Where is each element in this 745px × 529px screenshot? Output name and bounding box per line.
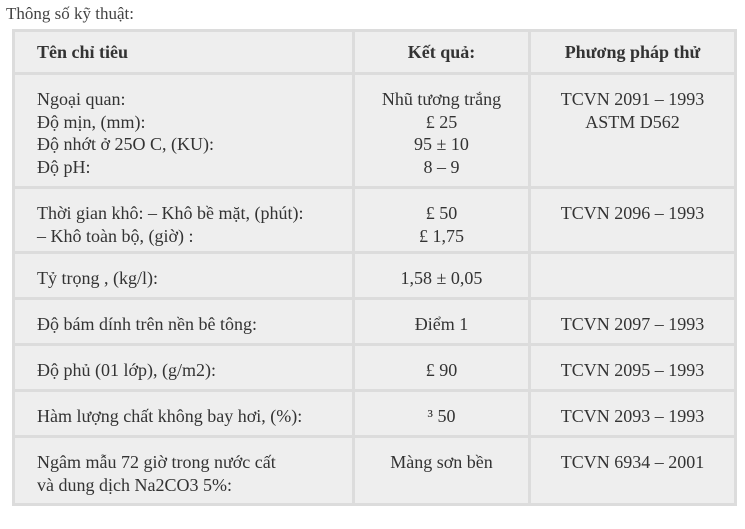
table-row	[15, 392, 734, 435]
result-cell-line: 1,58 ± 0,05	[400, 268, 483, 288]
result-cell	[355, 189, 528, 251]
method-cell	[531, 346, 734, 389]
method-cell	[531, 438, 734, 503]
table-row	[15, 438, 734, 503]
method-cell	[531, 300, 734, 343]
criteria-cell	[15, 75, 352, 186]
result-cell-line: 8 – 9	[423, 156, 460, 177]
criteria-cell-line: Tỷ trọng , (kg/l):	[37, 268, 158, 288]
criteria-cell-line: Độ phủ (01 lớp), (g/m2):	[37, 360, 216, 380]
result-cell-line: 95 ± 10	[414, 134, 469, 154]
result-cell	[355, 300, 528, 343]
result-cell	[355, 438, 528, 503]
criteria-cell-line: Độ nhớt ở 25O C, (KU):	[37, 134, 215, 154]
method-cell-line: TCVN 2097 – 1993	[560, 314, 705, 334]
result-cell-line: Điểm 1	[414, 314, 469, 334]
criteria-cell	[15, 392, 352, 435]
table-row	[15, 254, 734, 297]
method-cell-line: ASTM D562	[585, 111, 680, 132]
method-cell-line: TCVN 6934 – 2001	[560, 452, 705, 472]
result-cell	[355, 75, 528, 186]
result-cell-line: ³ 50	[427, 406, 456, 426]
table-header-row	[15, 32, 734, 72]
table-row	[15, 300, 734, 343]
result-cell-line: Nhũ tương trắng	[381, 89, 502, 109]
criteria-cell-line: – Khô toàn bộ, (giờ) :	[37, 225, 194, 246]
method-cell-line: TCVN 2091 – 1993	[560, 89, 705, 109]
result-cell-line: Màng sơn bền	[390, 452, 493, 472]
table-row	[15, 75, 734, 186]
criteria-cell	[15, 254, 352, 297]
result-cell	[355, 346, 528, 389]
criteria-cell-line: Độ pH:	[37, 156, 91, 177]
criteria-cell	[15, 189, 352, 251]
result-cell	[355, 392, 528, 435]
result-cell-line: £ 50	[425, 203, 458, 223]
criteria-cell	[15, 300, 352, 343]
result-cell-line: £ 90	[425, 360, 458, 380]
criteria-cell-line: và dung dịch Na2CO3 5%:	[37, 474, 232, 495]
result-cell	[355, 254, 528, 297]
header-criteria: Tên chỉ tiêu	[15, 32, 352, 72]
criteria-cell-line: Ngâm mẫu 72 giờ trong nước cất	[37, 452, 276, 472]
method-cell	[531, 189, 734, 251]
result-cell-line: £ 1,75	[419, 225, 464, 246]
method-cell	[531, 392, 734, 435]
criteria-cell-line: Hàm lượng chất không bay hơi, (%):	[37, 406, 303, 426]
criteria-cell	[15, 438, 352, 503]
criteria-cell	[15, 346, 352, 389]
method-cell-line: TCVN 2095 – 1993	[560, 360, 705, 380]
criteria-cell-line: Thời gian khô: – Khô bề mặt, (phút):	[37, 203, 304, 223]
method-cell	[531, 75, 734, 186]
table-row	[15, 189, 734, 251]
method-cell	[531, 254, 734, 297]
header-method: Phương pháp thử	[531, 32, 734, 72]
spec-table	[12, 29, 737, 506]
result-cell-line: £ 25	[425, 111, 458, 132]
method-cell-line: TCVN 2096 – 1993	[560, 203, 705, 223]
criteria-cell-line: Độ mịn, (mm):	[37, 111, 146, 132]
method-cell-line: TCVN 2093 – 1993	[560, 406, 705, 426]
table-row	[15, 346, 734, 389]
header-result: Kết quả:	[355, 32, 528, 72]
section-caption: Thông số kỹ thuật:	[6, 4, 134, 23]
criteria-cell-line: Độ bám dính trên nền bê tông:	[37, 314, 257, 334]
criteria-cell-line: Ngoại quan:	[37, 89, 126, 109]
